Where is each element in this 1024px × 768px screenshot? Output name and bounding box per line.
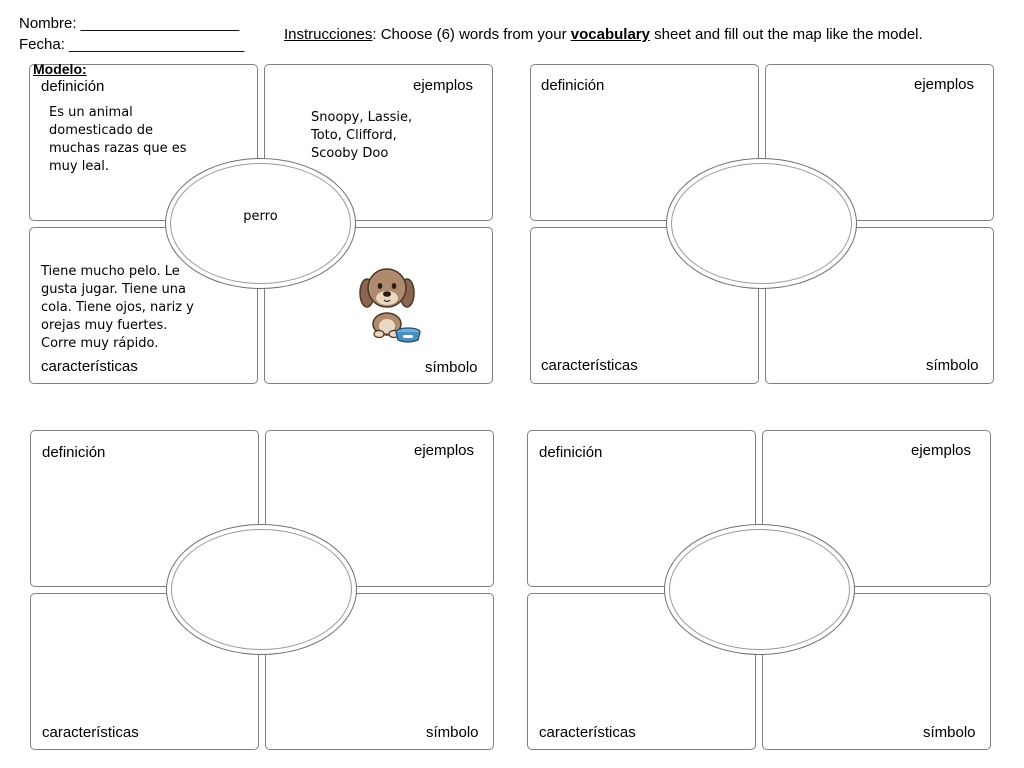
nombre-field[interactable]: Nombre: ___________________	[19, 15, 240, 32]
map4-definition-label: definición	[539, 444, 603, 461]
map2-definition-label: definición	[541, 77, 605, 94]
map4-symbol-label: símbolo	[923, 724, 976, 741]
instructions	[284, 25, 923, 45]
model-word: perro	[243, 209, 278, 224]
model-examples-label: ejemplos	[413, 77, 474, 94]
map3-symbol-label: símbolo	[426, 724, 479, 741]
map3-center-oval[interactable]	[166, 524, 357, 655]
model-symbol-label: símbolo	[425, 359, 478, 376]
map3-characteristics-label: características	[42, 724, 139, 741]
model-definition-text: Es un animal domesticado de muchas razas que es muy leal.	[49, 105, 187, 174]
map2-characteristics-label: características	[541, 357, 638, 374]
map3-examples-label: ejemplos	[414, 442, 475, 459]
map4-examples-label: ejemplos	[911, 442, 972, 459]
model-characteristics-label: características	[41, 358, 138, 375]
map2-symbol-label: símbolo	[926, 357, 979, 374]
instructions-vocabulary: vocabulary	[570, 26, 650, 43]
map4-characteristics-label: características	[539, 724, 636, 741]
fecha-field[interactable]: Fecha: _____________________	[19, 36, 245, 53]
model-center-oval	[165, 158, 356, 289]
instructions-label: Instrucciones	[284, 26, 373, 43]
dog-with-bowl-icon	[357, 266, 423, 346]
instructions-text-b: sheet and fill out the map like the model.	[650, 26, 923, 43]
model-characteristics-text: Tiene mucho pelo. Le gusta jugar. Tiene una cola. Tiene ojos, nariz y orejas muy fuertes. Corre muy rápido.	[41, 264, 194, 351]
model-examples-text: Snoopy, Lassie, Toto, Clifford, Scooby Doo	[311, 110, 413, 161]
map3-definition-label: definición	[42, 444, 106, 461]
model-definition-label: definición	[41, 78, 105, 95]
map2-examples-label: ejemplos	[914, 76, 975, 93]
map4-center-oval[interactable]	[664, 524, 855, 655]
modelo-label: Modelo:	[33, 61, 87, 77]
map2-center-oval[interactable]	[666, 158, 857, 289]
instructions-text-a: : Choose (6) words from your	[372, 26, 571, 43]
